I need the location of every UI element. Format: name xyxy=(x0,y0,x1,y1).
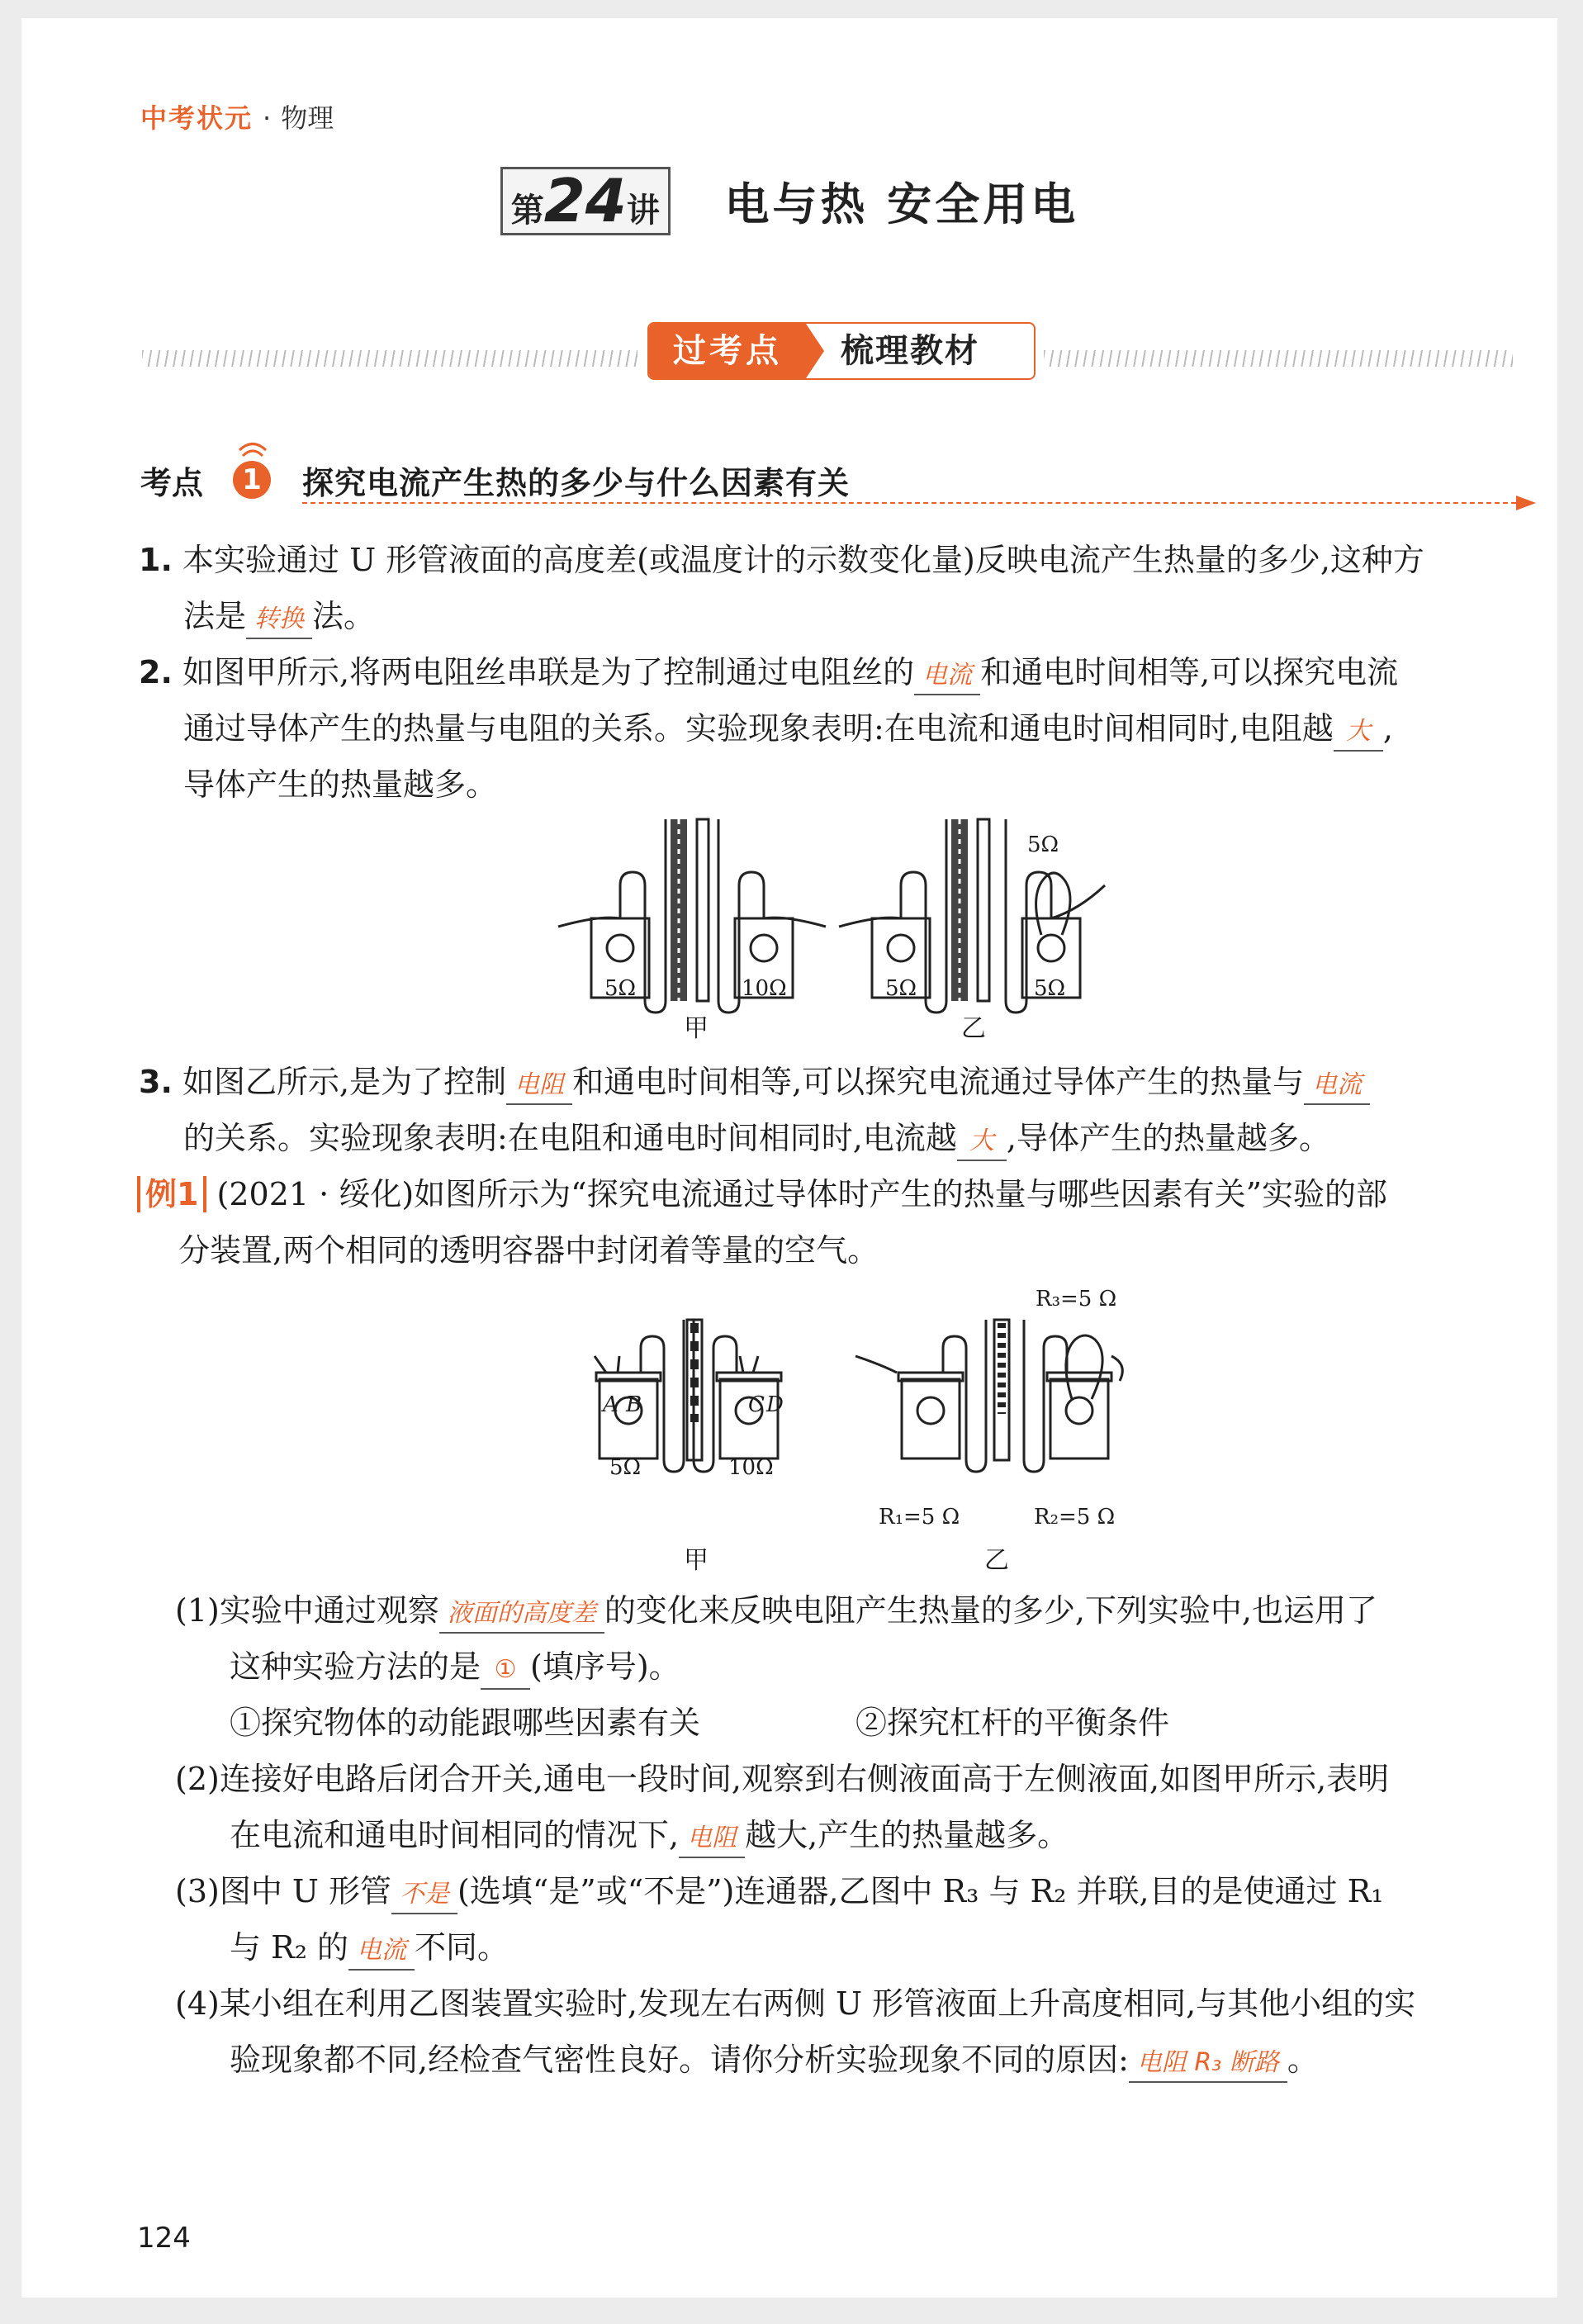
example-1-line-2 xyxy=(178,1222,879,1278)
fig2-label-r1: R₁=5 Ω xyxy=(879,1505,960,1530)
fig2-label-jia-right: 10Ω xyxy=(728,1455,774,1480)
item-text: ,导体产生的热量越多。 xyxy=(1006,1120,1330,1156)
header-subject: 物理 xyxy=(281,102,334,134)
fig1-caption-jia: 甲 xyxy=(684,1014,709,1043)
fig2-label-c: C xyxy=(748,1392,765,1417)
kaodian-title: 探究电流产生热的多少与什么因素有关 xyxy=(302,465,851,501)
option-2: ②探究杠杆的平衡条件 xyxy=(855,1705,1170,1741)
question-text: 。 xyxy=(1287,2042,1319,2078)
question-text: 不同。 xyxy=(415,1929,509,1966)
item-text: 法是 xyxy=(183,598,247,634)
answer-blank: 转换 xyxy=(246,601,312,639)
kaodian-dashed-line xyxy=(302,502,1516,504)
example-1 xyxy=(137,1166,1387,1222)
answer-blank: 电阻 xyxy=(506,1067,572,1105)
fig2-label-a: A xyxy=(603,1392,619,1417)
fig1-label-yi-left: 5Ω xyxy=(885,976,917,1001)
fig1-label-jia-left: 5Ω xyxy=(604,976,637,1001)
question-text: 某小组在利用乙图装置实验时,发现左右两侧 U 形管液面上升高度相同,与其他小组的实 xyxy=(219,1985,1416,2022)
answer-blank: 大 xyxy=(957,1123,1007,1161)
question-text: 的变化来反映电阻产生热量的多少,下列实验中,也运用了 xyxy=(604,1592,1378,1629)
banner-stripe-left xyxy=(142,350,637,367)
answer-blank: 不是 xyxy=(391,1876,457,1914)
item-text: 如图乙所示,是为了控制 xyxy=(182,1064,507,1100)
question-text: 实验中通过观察 xyxy=(219,1592,439,1629)
page xyxy=(21,18,1557,2298)
item-number: 1. xyxy=(139,542,173,578)
option-1: ①探究物体的动能跟哪些因素有关 xyxy=(230,1705,701,1741)
fig1-label-yi-top: 5Ω xyxy=(1027,832,1059,857)
item-text: 导体产生的热量越多。 xyxy=(183,766,498,803)
fig2-label-r2: R₂=5 Ω xyxy=(1034,1505,1116,1530)
answer-blank: 液面的高度差 xyxy=(439,1596,604,1634)
section-banner xyxy=(142,312,1513,387)
example-text: 分装置,两个相同的透明容器中封闭着等量的空气。 xyxy=(178,1232,879,1269)
lecture-heading: 电与热 安全用电 xyxy=(724,178,1079,230)
question-1 xyxy=(175,1582,1377,1639)
question-text: 在电流和通电时间相同的情况下, xyxy=(230,1817,680,1853)
lecture-title xyxy=(21,167,1557,235)
question-4 xyxy=(175,1975,1415,2032)
question-text: 这种实验方法的是 xyxy=(230,1648,481,1685)
example-tag: 例1 xyxy=(137,1176,206,1212)
question-text: (填序号)。 xyxy=(530,1648,680,1685)
item-2-line-2 xyxy=(183,700,1393,756)
item-text: , xyxy=(1382,710,1393,747)
question-text: 越大,产生的热量越多。 xyxy=(745,1817,1069,1853)
example-text: (2021 · 绥化)如图所示为“探究电流通过导体时产生的热量与哪些因素有关”实验的部 xyxy=(216,1176,1387,1212)
question-number: (4) xyxy=(175,1985,220,2022)
answer-blank: 电流 xyxy=(348,1933,415,1971)
item-text: 法。 xyxy=(312,598,376,634)
question-3-line-2 xyxy=(230,1919,509,1975)
fig1-caption-yi: 乙 xyxy=(961,1014,986,1043)
fig1-label-yi-right: 5Ω xyxy=(1034,976,1066,1001)
item-3 xyxy=(139,1054,1370,1110)
signal-icon xyxy=(238,439,268,461)
question-number: (2) xyxy=(175,1761,220,1797)
item-text: 如图甲所示,将两电阻丝串联是为了控制通过电阻丝的 xyxy=(182,654,915,690)
lecture-number-box xyxy=(500,167,671,235)
question-text: 图中 U 形管 xyxy=(219,1873,392,1909)
banner-stripe-right xyxy=(1044,350,1513,367)
header-dot: · xyxy=(263,102,272,134)
fig1-label-jia-right: 10Ω xyxy=(742,976,787,1001)
item-1-line-2 xyxy=(183,588,375,644)
answer-blank: 电流 xyxy=(914,657,980,695)
figure-2-yi xyxy=(855,1320,1122,1472)
question-text: (选填“是”或“不是”)连通器,乙图中 R₃ 与 R₂ 并联,目的是使通过 R₁ xyxy=(457,1873,1384,1909)
item-3-line-2 xyxy=(183,1110,1330,1166)
fig2-caption-jia: 甲 xyxy=(684,1546,709,1575)
question-number: (3) xyxy=(175,1873,220,1909)
fig2-label-jia-left: 5Ω xyxy=(609,1455,642,1480)
lecture-suffix: 讲 xyxy=(626,192,660,230)
question-2-line-2 xyxy=(230,1807,1069,1863)
kaodian-heading xyxy=(140,453,1536,502)
question-3 xyxy=(175,1863,1383,1919)
item-text: 通过导体产生的热量与电阻的关系。实验现象表明:在电流和通电时间相同时,电阻越 xyxy=(183,710,1334,747)
item-number: 2. xyxy=(139,654,173,690)
item-text: 的关系。实验现象表明:在电阻和通电时间相同时,电流越 xyxy=(183,1120,957,1156)
item-1 xyxy=(139,532,1424,588)
question-2 xyxy=(175,1751,1389,1807)
answer-blank: 电流 xyxy=(1304,1067,1370,1105)
arrow-right-icon xyxy=(1516,496,1536,510)
lecture-prefix: 第 xyxy=(510,192,544,230)
question-text: 与 R₂ 的 xyxy=(230,1929,349,1966)
page-number: 124 xyxy=(137,2222,191,2255)
question-4-line-2 xyxy=(230,2032,1319,2088)
banner-right-label: 梳理教材 xyxy=(841,332,979,370)
answer-blank: 电阻 xyxy=(679,1820,745,1858)
kaodian-number-badge: 1 xyxy=(233,461,271,499)
fig2-label-b: B xyxy=(626,1392,642,1417)
fig2-caption-yi: 乙 xyxy=(984,1546,1009,1575)
banner-pill xyxy=(647,322,1036,380)
fig2-label-r3: R₃=5 Ω xyxy=(1036,1287,1117,1311)
item-2 xyxy=(139,644,1398,700)
item-text: 和通电时间相等,可以探究电流通过导体产生的热量与 xyxy=(572,1064,1305,1100)
banner-left-label: 过考点 xyxy=(649,324,806,378)
question-text: 连接好电路后闭合开关,通电一段时间,观察到右侧液面高于左侧液面,如图甲所示,表明 xyxy=(219,1761,1390,1797)
answer-blank: ① xyxy=(481,1652,530,1690)
fig2-label-d: D xyxy=(766,1392,784,1417)
banner-arrow-icon xyxy=(806,324,824,378)
item-text: 和通电时间相等,可以探究电流 xyxy=(980,654,1399,690)
question-number: (1) xyxy=(175,1592,220,1629)
kaodian-label: 考点 xyxy=(140,465,204,501)
answer-blank: 电阻 R₃ 断路 xyxy=(1129,2045,1287,2083)
item-number: 3. xyxy=(139,1064,173,1100)
brand-logo: 中考状元 xyxy=(140,102,254,134)
lecture-number: 24 xyxy=(543,166,627,235)
page-header xyxy=(140,97,334,135)
question-text: 验现象都不同,经检查气密性良好。请你分析实验现象不同的原因: xyxy=(230,2042,1129,2078)
question-1-line-2 xyxy=(230,1639,680,1695)
item-2-line-3 xyxy=(183,756,497,813)
answer-blank: 大 xyxy=(1334,714,1383,752)
item-text: 本实验通过 U 形管液面的高度差(或温度计的示数变化量)反映电流产生热量的多少,这种方 xyxy=(182,542,1424,578)
